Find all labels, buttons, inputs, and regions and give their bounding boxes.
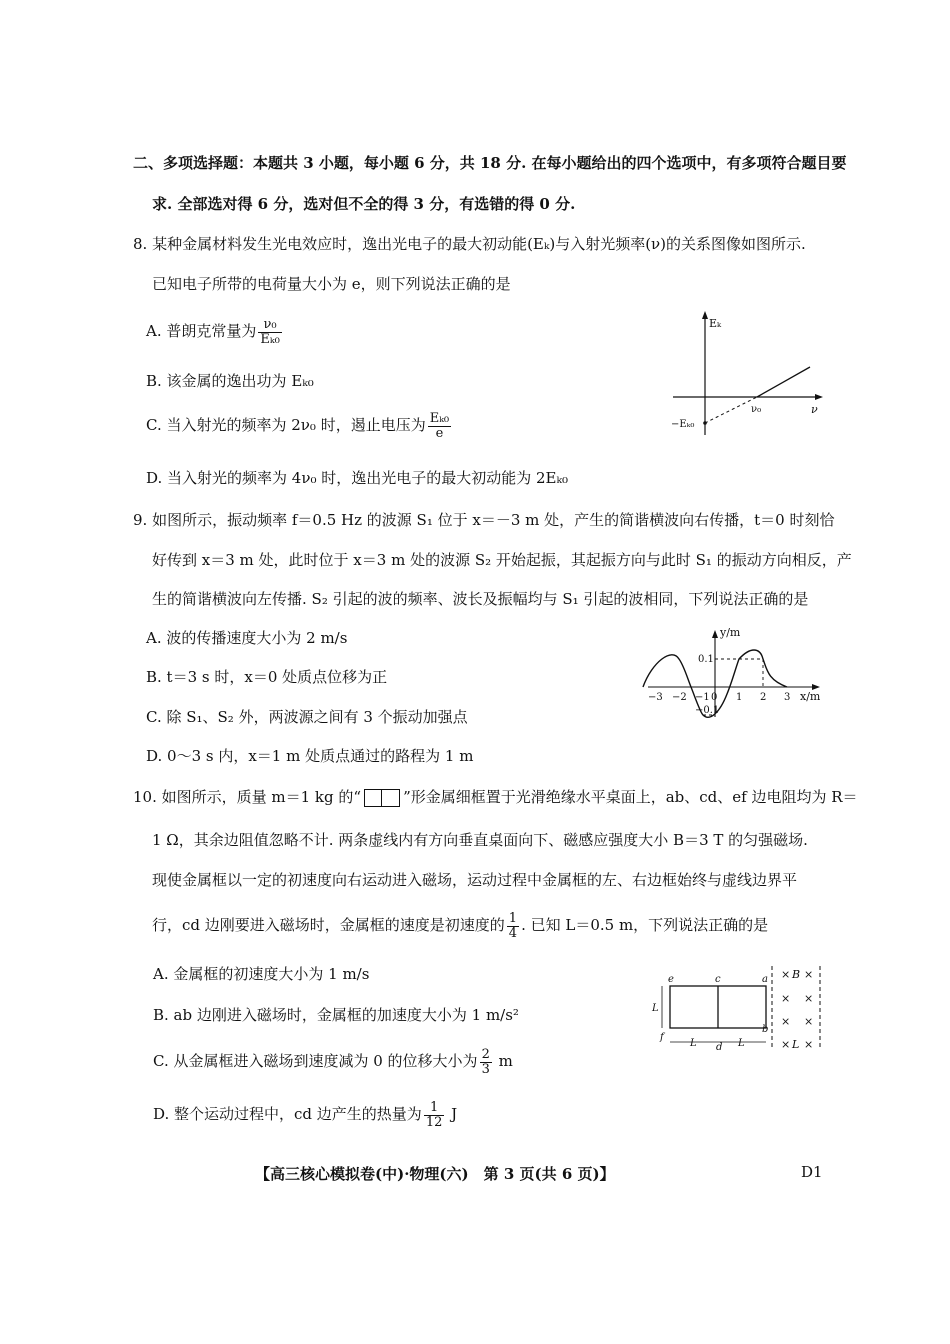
y-tick-bottom: −0.1: [695, 705, 720, 716]
fraction-denominator: e: [435, 425, 444, 441]
corner-a-label: a: [762, 974, 768, 985]
q9-option-a: A. 波的传播速度大小为 2 m/s: [146, 629, 348, 647]
q10-stem-line4-post: . 已知 L＝0.5 m，下列说法正确的是: [521, 916, 769, 935]
field-b-label: B: [792, 968, 801, 981]
corner-e-label: e: [668, 974, 674, 985]
q9-option-c: C. 除 S₁、S₂ 外，两波源之间有 3 个振动加强点: [146, 708, 468, 726]
q10-stem-line1-pre: 10. 如图所示，质量 m＝1 kg 的“: [133, 788, 362, 806]
q10-option-c-fraction: [480, 1048, 492, 1076]
dashed-extension: [705, 397, 757, 423]
q10-stem-fraction: [507, 912, 519, 940]
y-tick-top: 0.1: [698, 654, 714, 665]
corner-b-label: b: [762, 1024, 769, 1035]
q10-option-c-text: C. 从金属框进入磁场到速度减为 0 的位移大小为: [153, 1052, 478, 1071]
q8-option-a-text: A. 普朗克常量为: [146, 322, 257, 341]
q8-ek-nu-graph: [665, 305, 835, 445]
q10-option-d-fraction: [424, 1101, 445, 1129]
y-axis-arrow: [712, 630, 718, 638]
corner-c-label: c: [715, 974, 721, 985]
intercept-point: [703, 421, 707, 425]
q10-option-c: [153, 1048, 513, 1076]
fraction-denominator: 3: [481, 1061, 490, 1077]
y-axis-label: Eₖ: [709, 317, 722, 330]
x-tick: 2: [760, 692, 767, 703]
fraction-denominator: Eₖ₀: [260, 331, 280, 347]
q9-stem-line1: 9. 如图所示，振动频率 f＝0.5 Hz 的波源 S₁ 位于 x＝－3 m 处，产生的简谐横波向右传播，t＝0 时刻恰: [133, 511, 835, 529]
q8-option-c-fraction: [428, 412, 451, 440]
q8-option-c: [146, 412, 453, 440]
nu0-label: ν₀: [751, 404, 762, 415]
field-cross: ×: [781, 968, 791, 981]
field-cross: ×: [804, 1038, 814, 1051]
section-heading-line2: 求. 全部选对得 6 分，选对但不全的得 3 分，有选错的得 0 分.: [152, 195, 576, 213]
right-length-label: L: [738, 1038, 745, 1049]
fraction-numerator: Eₖ₀: [429, 411, 450, 426]
corner-f-label: f: [660, 1032, 664, 1043]
q8-option-a-fraction: [258, 318, 281, 346]
fraction-numerator: 1: [508, 911, 518, 926]
q9-option-b: B. t＝3 s 时，x＝0 处质点位移为正: [146, 668, 388, 686]
q10-option-c-unit: m: [493, 1052, 513, 1071]
y-axis-label: y/m: [720, 626, 741, 639]
y-axis-arrow: [702, 311, 708, 319]
q8-stem-line1: 8. 某种金属材料发生光电效应时，逸出光电子的最大初动能(Eₖ)与入射光频率(ν)的关系图像如图所示.: [133, 235, 806, 253]
x-tick: 1: [736, 692, 743, 703]
q10-frame-field-diagram: [648, 962, 830, 1058]
x-tick: −3: [648, 692, 663, 703]
q10-stem-line1: [133, 786, 858, 807]
ek-line: [757, 367, 810, 397]
field-cross: ×: [781, 1038, 791, 1051]
field-cross: ×: [804, 968, 814, 981]
q8-option-c-text: C. 当入射光的频率为 2ν₀ 时，遏止电压为: [146, 416, 426, 435]
side-length-label: L: [652, 1003, 659, 1014]
q9-option-d: D. 0～3 s 内，x＝1 m 处质点通过的路程为 1 m: [146, 747, 474, 765]
field-cross: ×: [781, 992, 791, 1005]
x-tick: 0: [711, 692, 718, 703]
q10-option-a: A. 金属框的初速度大小为 1 m/s: [153, 965, 370, 983]
q8-option-d: D. 当入射光的频率为 4ν₀ 时，逸出光电子的最大初动能为 2Eₖ₀: [146, 469, 568, 487]
fraction-denominator: 12: [425, 1114, 443, 1130]
q9-wave-graph: [640, 622, 830, 722]
q10-option-b: B. ab 边刚进入磁场时，金属框的加速度大小为 1 m/s²: [153, 1006, 519, 1024]
x-tick: 3: [784, 692, 791, 703]
q9-stem-line2: 好传到 x＝3 m 处，此时位于 x＝3 m 处的波源 S₂ 开始起振，其起振方向与此时 S₁ 的振动方向相反，产: [152, 551, 852, 569]
q8-stem-line2: 已知电子所带的电荷量大小为 e，则下列说法正确的是: [152, 275, 511, 293]
field-cross: ×: [804, 1015, 814, 1028]
fraction-numerator: 2: [481, 1047, 490, 1062]
x-axis-label: x/m: [800, 690, 821, 703]
corner-d-label: d: [716, 1042, 723, 1053]
x-axis-label: ν: [811, 403, 818, 416]
q10-option-d-text: D. 整个运动过程中，cd 边产生的热量为: [153, 1105, 422, 1124]
field-width-label: L: [792, 1038, 800, 1051]
q10-stem-line4-pre: 行，cd 边刚要进入磁场时，金属框的速度是初速度的: [152, 916, 505, 935]
fraction-denominator: 4: [508, 925, 518, 941]
footer-code: D1: [801, 1163, 823, 1181]
q10-option-d: [153, 1101, 457, 1129]
minus-ek0-label: −Eₖ₀: [671, 419, 695, 430]
fraction-numerator: 1: [424, 1101, 445, 1116]
x-axis-arrow: [815, 394, 823, 400]
x-tick: −2: [672, 692, 687, 703]
q10-stem-line3: 现使金属框以一定的初速度向右运动进入磁场，运动过程中金属框的左、右边框始终与虚线边界平: [152, 871, 798, 889]
q10-stem-line2: 1 Ω，其余边阻值忽略不计. 两条虚线内有方向垂直桌面向下、磁感应强度大小 B＝3 T 的匀强磁场.: [152, 831, 808, 849]
q8-option-b: B. 该金属的逸出功为 Eₖ₀: [146, 372, 314, 390]
section-heading-line1: 二、多项选择题：本题共 3 小题，每小题 6 分，共 18 分. 在每小题给出的四个选项中，有多项符合题目要: [133, 154, 847, 172]
q10-option-d-unit: J: [446, 1105, 458, 1124]
field-cross: ×: [804, 992, 814, 1005]
left-length-label: L: [690, 1038, 697, 1049]
q9-stem-line3: 生的简谐横波向左传播. S₂ 引起的波的频率、波长及振幅均与 S₁ 引起的波相同，下列说法正确的是: [152, 590, 809, 608]
q10-stem-line1-post: ”形金属细框置于光滑绝缘水平桌面上，ab、cd、ef 边电阻均为 R＝: [403, 788, 858, 806]
q10-stem-line4: [152, 912, 768, 940]
footer-page-info: 【高三核心模拟卷(中)·物理(六) 第 3 页(共 6 页)】: [255, 1165, 615, 1183]
field-cross: ×: [781, 1015, 791, 1028]
fraction-numerator: ν₀: [258, 318, 281, 333]
q8-option-a: [146, 318, 284, 346]
x-tick: −1: [695, 692, 710, 703]
frame-shape-icon: [364, 789, 400, 807]
